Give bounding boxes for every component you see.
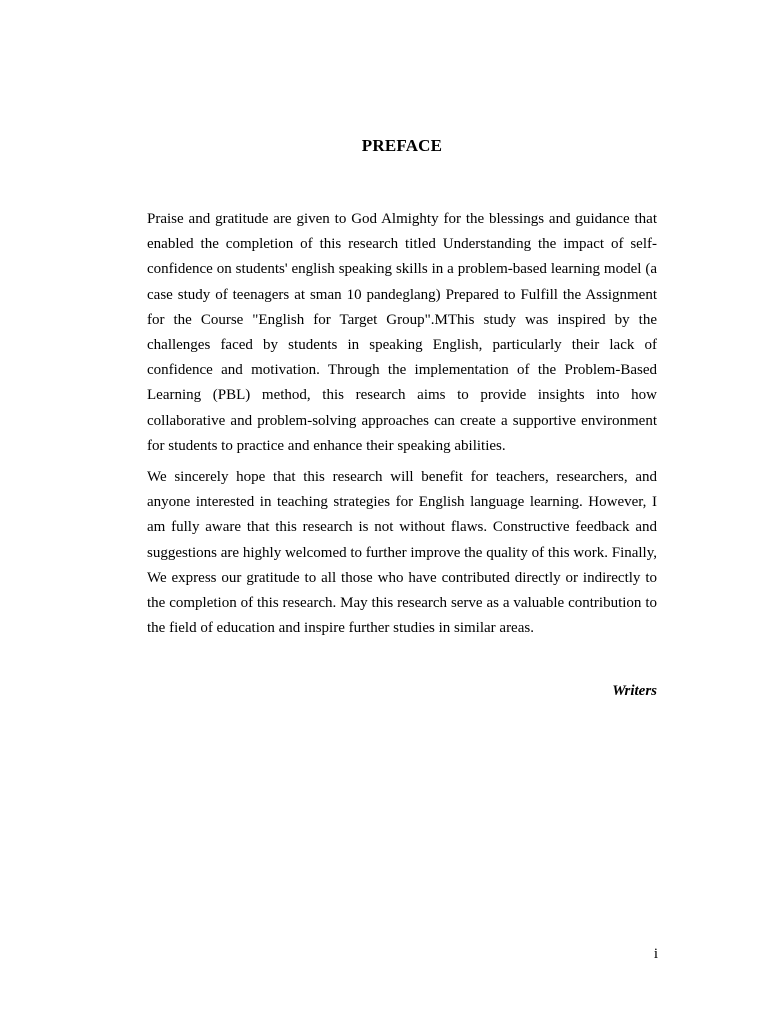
signature: Writers [612,683,657,699]
page-title: PREFACE [361,136,443,155]
preface-paragraph-1: Praise and gratitude are given to God Almighty for the blessings and guidance that enabled the completion of this research titled Understanding the impact of self-confidence on students' english speaking skills in a problem-based learning model (a case study of teenagers at sman 10 pandeglang) Prepared to Fulfill the Assignment for the Course "English for Target Group".MThis study was inspired by the challenges faced by students in speaking English, particularly their lack of confidence and motivation. Through the implementation of the Problem-Based Learning (PBL) method, this research aims to provide insights into how collaborative and problem-solving approaches can create a supportive environment for students to practice and enhance their speaking abilities. [147,211,657,454]
page-number: i [653,946,658,962]
preface-body [147,207,657,647]
preface-paragraph-2: We sincerely hope that this research will benefit for teachers, researchers, and anyone interested in teaching strategies for English language learning. However, I am fully aware that this research is not without flaws. Constructive feedback and suggestions are highly welcomed to further improve the quality of this work. Finally, We express our gratitude to all those who have contributed directly or indirectly to the completion of this research. May this research serve as a valuable contribution to the field of education and inspire further studies in similar areas. [147,469,657,637]
